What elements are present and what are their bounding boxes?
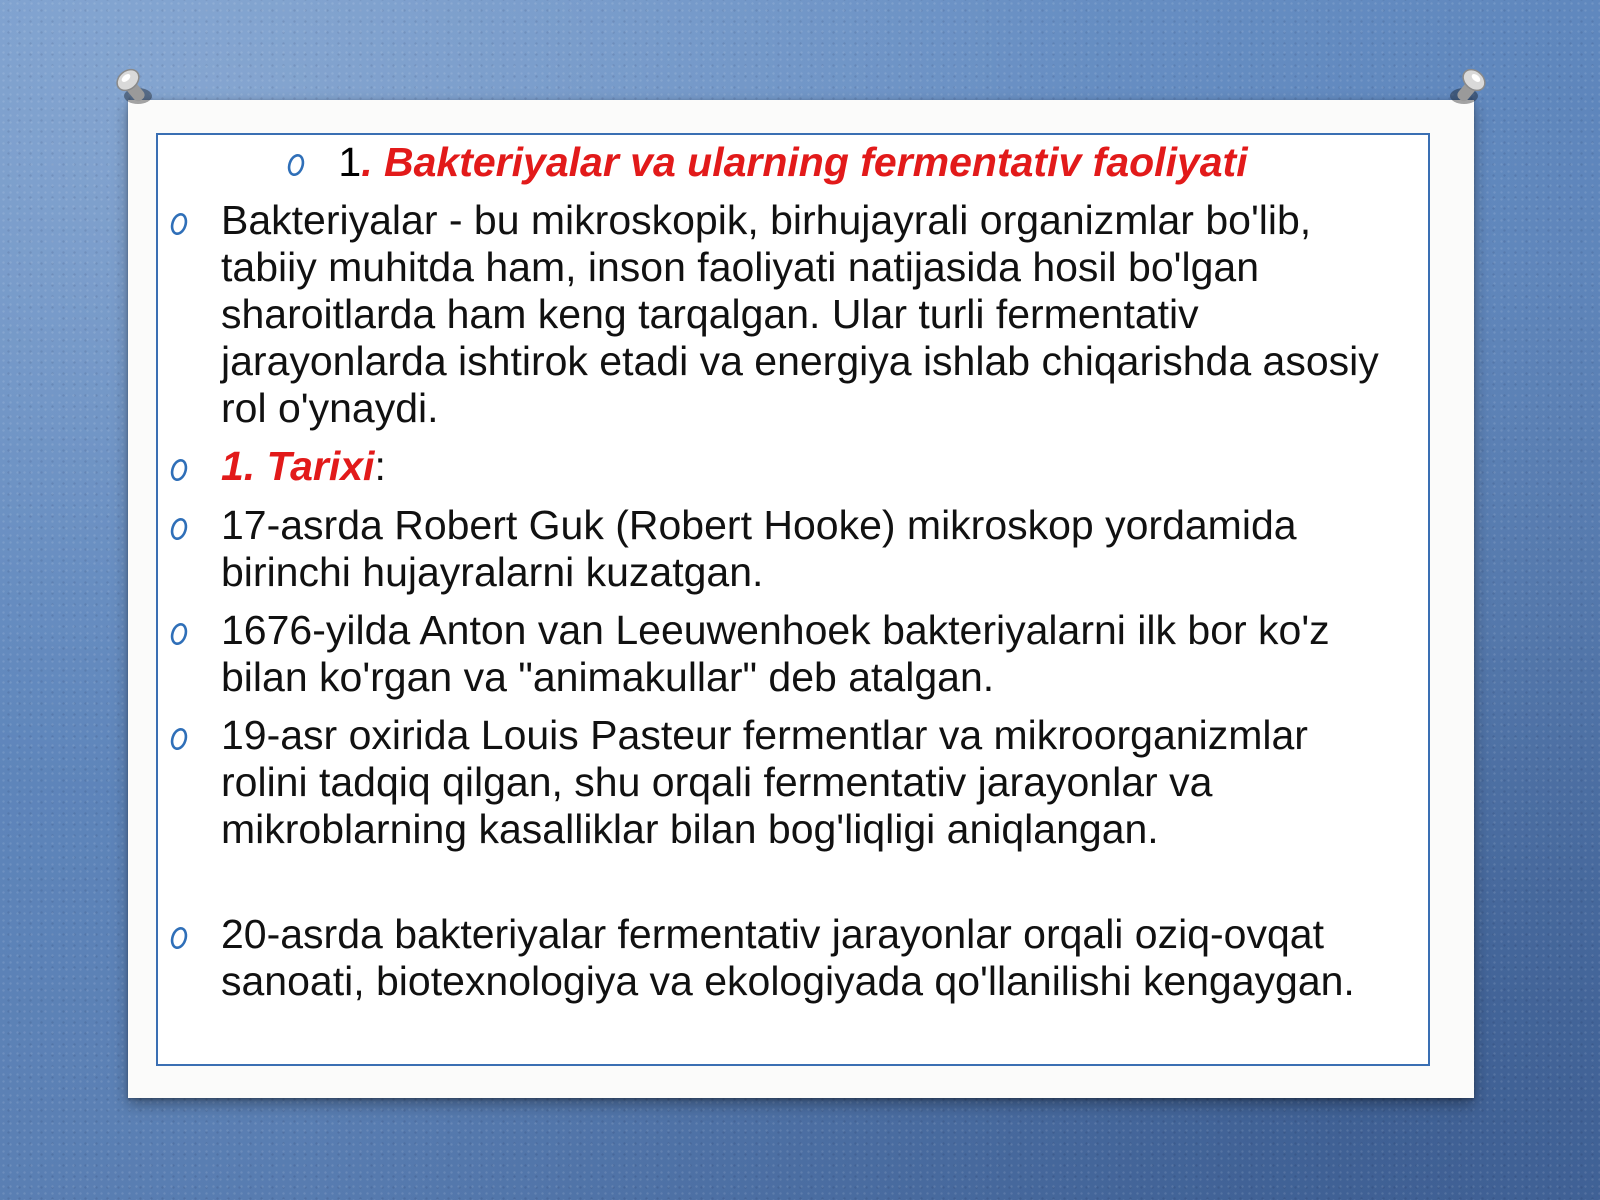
title-number: 1 xyxy=(338,139,362,185)
history-colon: : xyxy=(374,443,386,489)
intro-text: Bakteriyalar - bu mikroskopik, birhujayrali organizmlar bo'lib, tabiiy muhitda ham, inson faoliyati natijasida hosil bo'lgan sharoitlarda ham keng tarqalgan. Ular turli fermentativ jarayonlarda ishtirok etadi va energiya ishlab chiqarishda asosiy rol o'ynaydi. xyxy=(221,197,1379,431)
title-text: . Bakteriyalar va ularning fermentativ faoliyati xyxy=(361,139,1248,185)
list-item xyxy=(168,607,1398,703)
history-heading xyxy=(221,443,1401,490)
history-item-text: 1676-yilda Anton van Leeuwenhoek bakteriyalarni ilk bor ko'z bilan ko'rgan va "animakullar" deb atalgan. xyxy=(221,607,1330,700)
o-bullet-icon xyxy=(285,150,307,180)
history-item-text: 19-asr oxirida Louis Pasteur fermentlar va mikroorganizmlar rolini tadqiq qilgan, shu orqali fermentativ jarayonlar va mikroblarning kasalliklar bilan bog'liqligi aniqlangan. xyxy=(221,712,1308,852)
o-bullet-icon xyxy=(168,209,190,239)
list-item-intro xyxy=(168,197,1398,431)
o-bullet-icon xyxy=(168,724,190,754)
o-bullet-icon xyxy=(168,923,190,953)
history-item-text: 20-asrda bakteriyalar fermentativ jarayonlar orqali oziq-ovqat sanoati, biotexnologiya va ekologiyada qo'llanilishi kengaygan. xyxy=(221,911,1355,1004)
list-item xyxy=(168,911,1398,1056)
list-item xyxy=(168,502,1398,598)
list-item-history-heading xyxy=(168,443,1398,493)
o-bullet-icon xyxy=(168,514,190,544)
list-item xyxy=(168,712,1398,902)
history-item-text: 17-asrda Robert Guk (Robert Hooke) mikroskop yordamida birinchi hujayralarni kuzatgan. xyxy=(221,502,1297,595)
o-bullet-icon xyxy=(168,455,190,485)
history-label: 1. Tarixi xyxy=(221,443,375,489)
o-bullet-icon xyxy=(168,619,190,649)
slide-title xyxy=(285,134,1385,190)
